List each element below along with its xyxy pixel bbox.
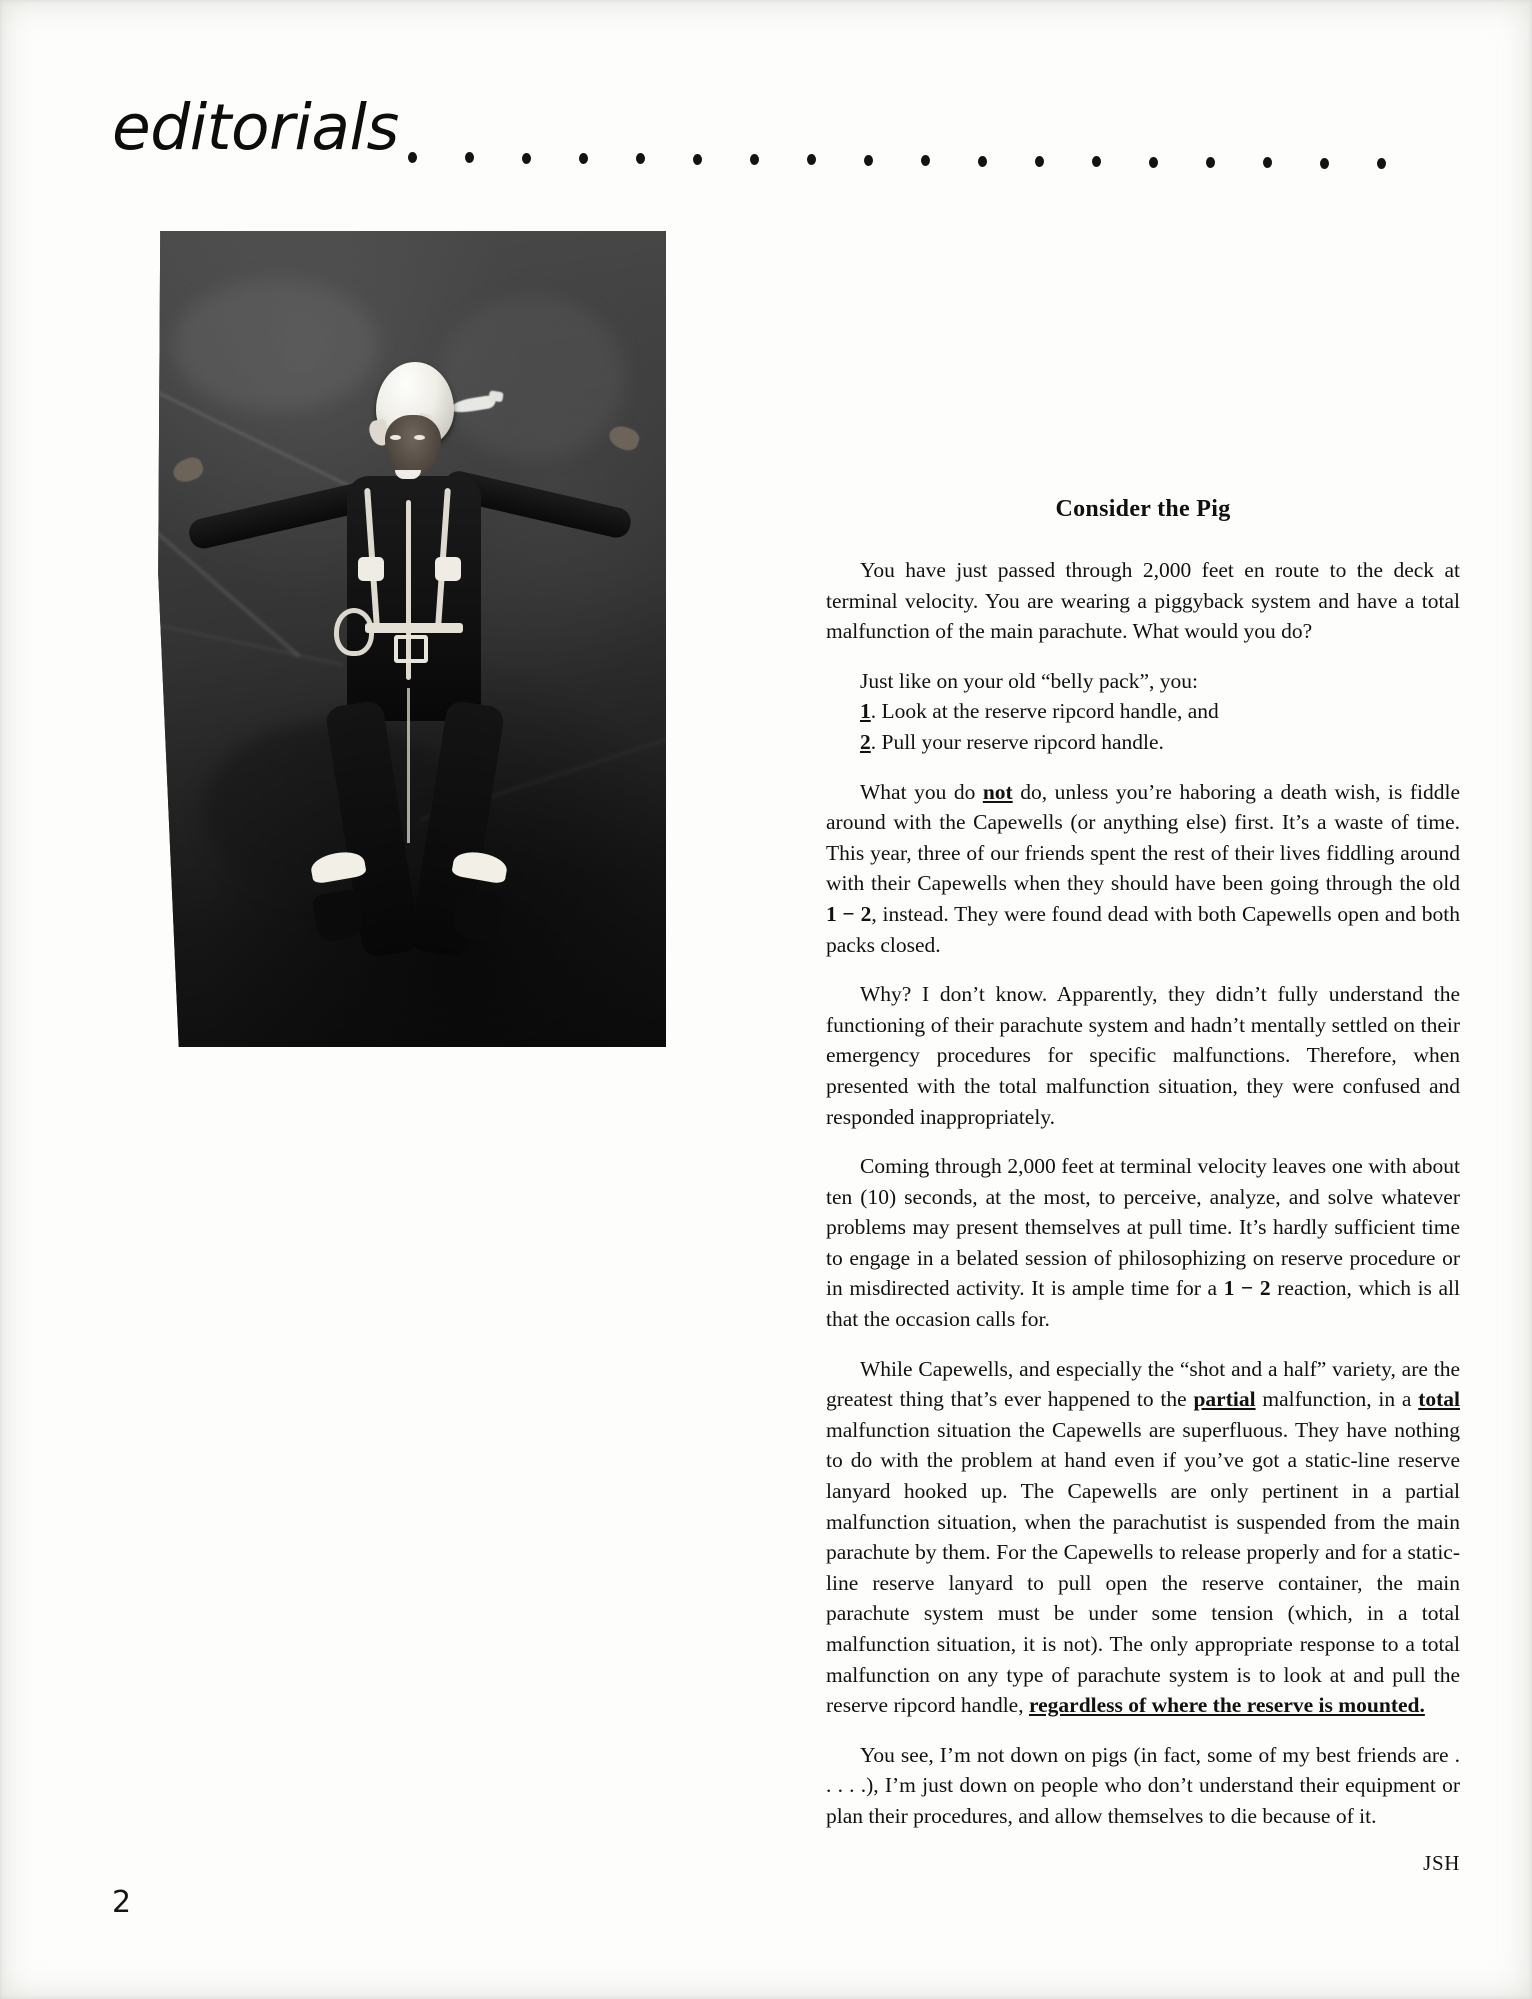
masthead-dot: [465, 152, 474, 163]
article-paragraph-why: Why? I don’t know. Apparently, they didn’t fully understand the functioning of their parachute system and hadn’t mentally settled on their emergency procedures for specific malfunctions. Therefore, when presented with the total malfunction situation, they were confused and responded inappropriately.: [826, 982, 1460, 1129]
masthead-dot: [1035, 156, 1044, 167]
emphasis-not: not: [982, 779, 1013, 804]
emphasis-total: total: [1418, 1387, 1461, 1412]
list-item: [860, 727, 1460, 758]
page-number: 2: [112, 1885, 132, 1920]
emphasis-partial: partial: [1193, 1387, 1256, 1412]
masthead-dot: [1206, 157, 1215, 168]
masthead-dot: [579, 153, 588, 164]
para-capewells-before: While Capewells, and especially the “shot and a half” variety, are the greatest thing that’s ever happened to the: [826, 1356, 1460, 1412]
list-item-number: 2: [860, 729, 871, 754]
para-not-after-1: do, unless you’re haboring a death wish, is fiddle around with the Capewells (or anything else) first. It’s a waste of time. This year, three of our friends spent the rest of their lives fiddling around with their Capewells when they should have been going through the old: [826, 779, 1460, 896]
masthead-dot: [921, 155, 930, 166]
para-coming-after: reaction, which is all that the occasion calls for.: [826, 1276, 1461, 1332]
article-column: [826, 496, 1460, 1876]
masthead: [0, 91, 1532, 176]
emphasis-one-two: 1 − 2: [826, 901, 872, 926]
para-capewells-middle-2: malfunction situation the Capewells are superfluous. They have nothing to do with the problem at hand even if you’ve got a static-line reserve lanyard hooked up. The Capewells are only pertinent in a partial malfunction situation, when the parachutist is suspended from the main parachute by them. For the Capewells to release properly and for a static-line reserve lanyard to pull open the reserve container, the main parachute system must be under some tension (which, in a total malfunction situation, it is not). The only appropriate response to a total malfunction on any type of parachute system is to look at and pull the reserve ripcord handle,: [826, 1417, 1460, 1718]
skydiver-freefall-photo: [152, 231, 666, 1047]
list-item-number: 1: [860, 699, 871, 724]
masthead-dot: [408, 152, 417, 163]
skydiver-right-boot: [451, 888, 505, 943]
para-capewells-middle-1: malfunction, in a: [1255, 1387, 1419, 1412]
masthead-dot: [522, 153, 531, 164]
masthead-dot: [807, 154, 816, 165]
masthead-dot: [1092, 156, 1101, 167]
article-paragraph-pigs: You see, I’m not down on pigs (in fact, some of my best friends are . . . . .), I’m just down on people who don’t understand their equipment or plan their procedures, and allow themselves to die because of it.: [826, 1742, 1460, 1828]
page-title: editorials: [112, 91, 399, 164]
skydiver-left-hand: [170, 455, 206, 487]
masthead-dot-rule: [408, 152, 1408, 178]
masthead-dot: [750, 154, 759, 165]
harness-pad-right: [435, 557, 461, 581]
masthead-dot: [978, 156, 987, 167]
masthead-dot: [693, 154, 702, 165]
emphasis-one-two: 1 − 2: [1223, 1276, 1271, 1301]
ripcord-cable: [407, 688, 410, 843]
procedure-list-lead: Just like on your old “belly pack”, you:: [860, 668, 1198, 693]
skydiver-right-hand: [607, 422, 643, 453]
article-paragraph-capewells: [826, 1354, 1460, 1721]
article-title: Consider the Pig: [1055, 496, 1231, 522]
masthead-dot: [864, 155, 873, 166]
harness-pad-left: [358, 557, 384, 581]
article-paragraph-intro: You have just passed through 2,000 feet en route to the deck at terminal velocity. You are wearing a piggyback system and have a total malfunction of the main parachute. What would you do?: [826, 558, 1460, 644]
list-item: [860, 696, 1460, 727]
masthead-dot: [1149, 157, 1158, 168]
skydiver-left-arm: [187, 480, 374, 551]
para-not-before: What you do: [860, 779, 983, 804]
article-paragraph-coming: [826, 1151, 1460, 1335]
author-initials: JSH: [1423, 1850, 1460, 1875]
article-paragraph-not: [826, 777, 1460, 961]
skydiver-left-eye: [390, 435, 401, 440]
photo-frame: [152, 231, 666, 1047]
skydiver-face: [385, 415, 441, 477]
masthead-dot: [636, 153, 645, 164]
harness-buckle: [394, 635, 428, 663]
para-not-after-2: , instead. They were found dead with both Capewells open and both packs closed.: [826, 901, 1460, 957]
masthead-dot: [1377, 158, 1386, 169]
masthead-dot: [1263, 157, 1272, 168]
para-coming-before: Coming through 2,000 feet at terminal velocity leaves one with about ten (10) seconds, at the most, to perceive, analyze, and solve whatever problems may present themselves at pull time. It’s hardly sufficient time to engage in a belated session of philosophizing on reserve procedure or in misdirected activity. It is ample time for a: [826, 1154, 1460, 1301]
harness-waist-belt: [365, 623, 463, 633]
procedure-list: [826, 666, 1460, 758]
skydiver-left-boot: [312, 888, 366, 943]
skydiver-figure: [152, 231, 666, 1047]
masthead-dot: [1320, 158, 1329, 169]
list-item-label: . Look at the reserve ripcord handle, and: [870, 699, 1219, 724]
emphasis-regardless: regardless of where the reserve is mounted.: [1028, 1693, 1425, 1718]
list-item-label: . Pull your reserve ripcord handle.: [870, 729, 1164, 754]
